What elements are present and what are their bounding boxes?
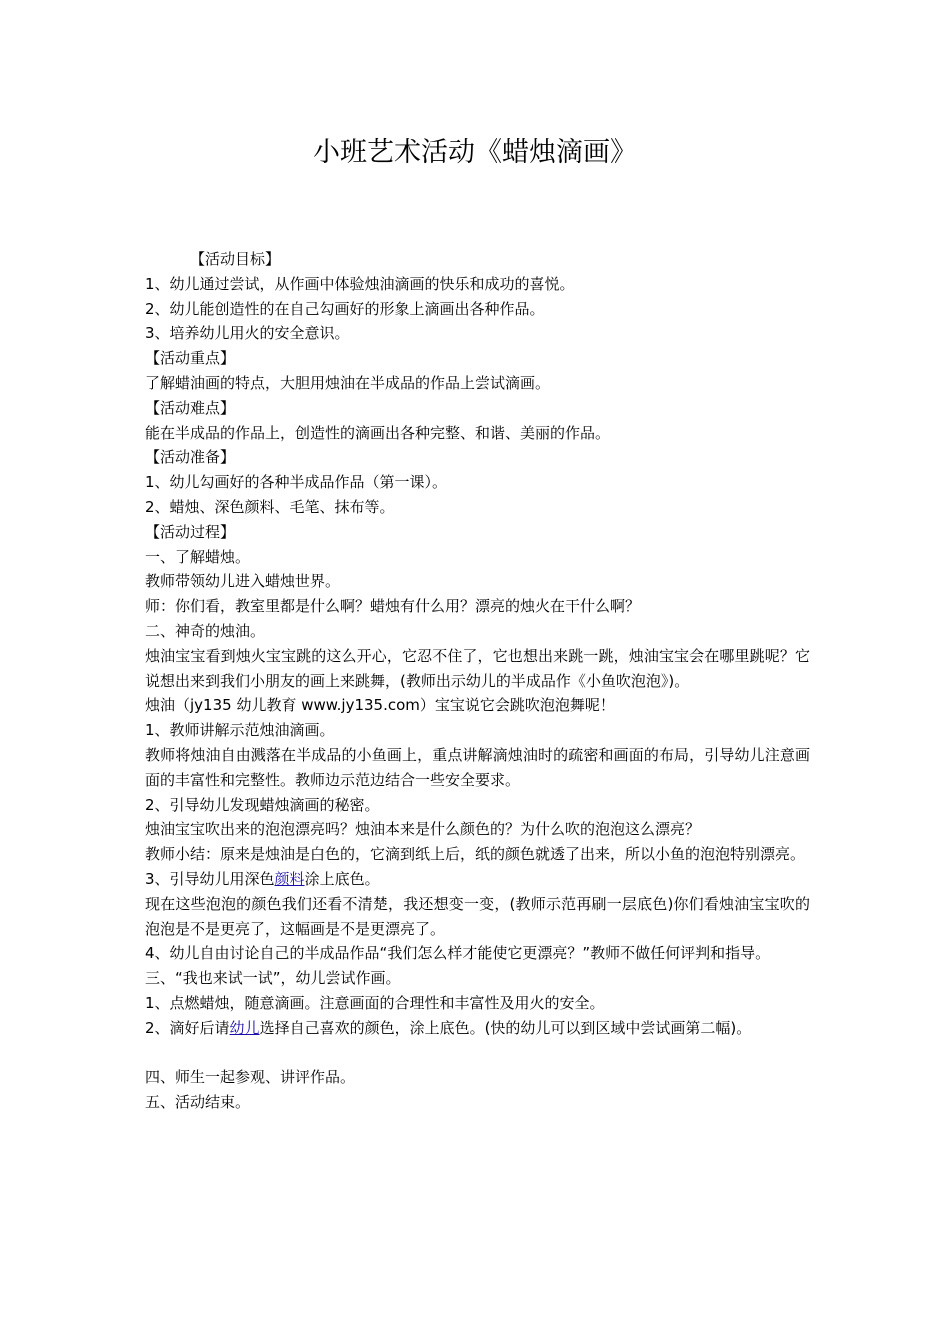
step2-sub1-title: 1、教师讲解示范烛油滴画。 — [145, 721, 335, 740]
step2-title: 二、神奇的烛油。 — [145, 621, 266, 640]
step2-sub1-text: 教师将烛油自由溅落在半成品的小鱼画上，重点讲解滴烛油时的疏密和画面的布局，引导幼儿注意画面的丰富性和完整性。教师边示范边结合一些安全要求。 — [145, 745, 810, 789]
paint-link[interactable]: 颜料 — [274, 869, 305, 888]
prep-heading: 【活动准备】 — [145, 448, 236, 467]
step2-sub3-title — [145, 867, 810, 892]
step2-sub2-title: 2、引导幼儿发现蜡烛滴画的秘密。 — [145, 795, 380, 814]
step3-sub2-start: 2、滴好后请 — [145, 1018, 230, 1037]
step2-sub3-title-start: 3、引导幼儿用深色 — [145, 869, 275, 888]
difficulty-text: 能在半成品的作品上，创造性的滴画出各种完整、和谐、美丽的作品。 — [145, 423, 611, 442]
step4-title: 四、师生一起参观、讲评作品。 — [145, 1068, 356, 1087]
step1-title: 一、了解蜡烛。 — [145, 547, 251, 566]
step2-paragraph-2: 烛油（jy135 幼儿教育 www.jy135.com）宝宝说它会跳吹泡泡舞呢！ — [145, 696, 615, 715]
key-heading: 【活动重点】 — [145, 349, 236, 368]
children-link[interactable]: 幼儿 — [229, 1018, 260, 1037]
process-heading: 【活动过程】 — [145, 522, 236, 541]
prep-item-2: 2、蜡烛、深色颜料、毛笔、抹布等。 — [145, 497, 395, 516]
step3-sub2-end: 选择自己喜欢的颜色，涂上底色。(快的幼儿可以到区域中尝试画第二幅)。 — [259, 1018, 752, 1037]
step2-sub4-text: 4、幼儿自由讨论自己的半成品作品“我们怎么样才能使它更漂亮？”教师不做任何评判和指导。 — [145, 944, 771, 963]
step2-paragraph-1: 烛油宝宝看到烛火宝宝跳的这么开心，它忍不住了，它也想出来跳一跳，烛油宝宝会在哪里跳呢？它说想出来到我们小朋友的画上来跳舞，(教师出示幼儿的半成品作《小鱼吹泡泡》)。 — [145, 646, 810, 690]
key-text: 了解蜡油画的特点，大胆用烛油在半成品的作品上尝试滴画。 — [145, 373, 551, 392]
document-title: 小班艺术活动《蜡烛滴画》 — [313, 137, 637, 168]
goal-item-1: 1、幼儿通过尝试，从作画中体验烛油滴画的快乐和成功的喜悦。 — [145, 274, 575, 293]
step3-title: 三、“我也来试一试”，幼儿尝试作画。 — [145, 969, 401, 988]
prep-item-1: 1、幼儿勾画好的各种半成品作品（第一课）。 — [145, 473, 448, 492]
step1-question: 师：你们看，教室里都是什么啊？蜡烛有什么用？漂亮的烛火在干什么啊？ — [145, 597, 641, 616]
difficulty-heading: 【活动难点】 — [145, 398, 236, 417]
step3-sub2 — [145, 1016, 810, 1041]
goals-heading: 【活动目标】 — [190, 250, 281, 268]
goal-item-3: 3、培养幼儿用火的安全意识。 — [145, 324, 350, 343]
blank-line — [145, 1041, 810, 1066]
step3-sub1: 1、点燃蜡烛，随意滴画。注意画面的合理性和丰富性及用火的安全。 — [145, 993, 605, 1012]
goal-item-2: 2、幼儿能创造性的在自己勾画好的形象上滴画出各种作品。 — [145, 299, 545, 318]
step2-sub2-summary: 教师小结：原来是烛油是白色的，它滴到纸上后，纸的颜色就透了出来，所以小鱼的泡泡特别漂亮。 — [145, 845, 806, 864]
step2-sub2-question: 烛油宝宝吹出来的泡泡漂亮吗？烛油本来是什么颜色的？为什么吹的泡泡这么漂亮？ — [145, 820, 701, 839]
step2-sub3-text: 现在这些泡泡的颜色我们还看不清楚，我还想变一变，(教师示范再刷一层底色)你们看烛油宝宝吹的泡泡是不是更亮了，这幅画是不是更漂亮了。 — [145, 894, 810, 938]
step5-title: 五、活动结束。 — [145, 1093, 251, 1112]
document-body — [145, 247, 810, 1115]
step2-sub3-title-end: 涂上底色。 — [304, 869, 380, 888]
step1-text: 教师带领幼儿进入蜡烛世界。 — [145, 572, 341, 591]
